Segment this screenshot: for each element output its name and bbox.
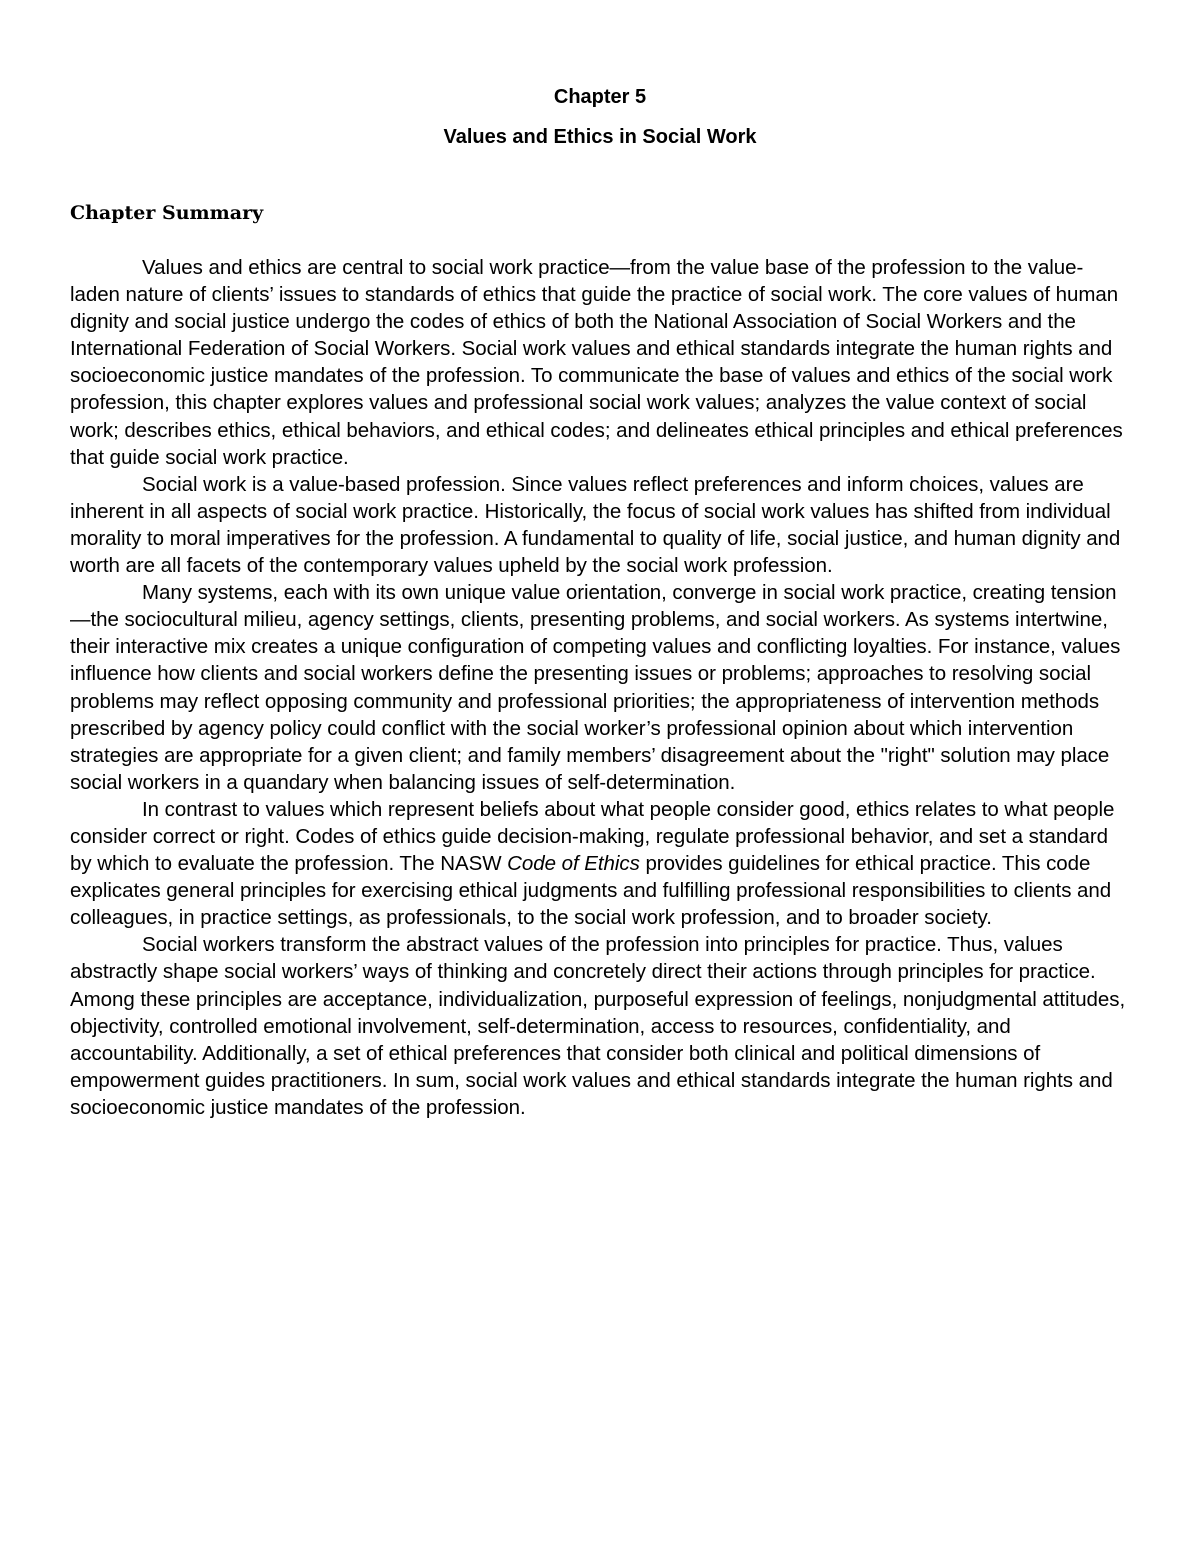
- chapter-number: Chapter 5: [553, 86, 647, 108]
- paragraph-ethics-codes-text-start: In contrast to values which represent beliefs about what people consider good, ethics relates to what people consider correct or right. Codes of ethics guide decision-making, regulate professional behavior, and set a standard by which to evaluate the profession. The NASW: [70, 797, 1115, 876]
- paragraph-ethics-codes: [70, 796, 1132, 931]
- section-heading: Chapter Summary: [70, 202, 264, 224]
- paragraph-ethics-codes-text-end: provides guidelines for ethical practice. This code explicates general principles for exercising ethical judgments and fulfilling professional responsibilities to clients and colleagues, in practice settings, as professionals, to the social work profession, and to broader society.: [70, 852, 1112, 930]
- chapter-title: Values and Ethics in Social Work: [443, 126, 757, 148]
- paragraph-value-based-profession: Social work is a value-based profession. Since values reflect preferences and inform choices, values are inherent in all aspects of social work practice. Historically, the focus of social work values has shifted from individual morality to moral imperatives for the profession. A fundamental to quality of life, social justice, and human dignity and worth are all facets of the contemporary values upheld by the social work profession.: [70, 472, 1121, 578]
- paragraph-values-and-ethics: Values and ethics are central to social work practice—from the value base of the profession to the value-laden nature of clients’ issues to standards of ethics that guide the practice of social work. The core values of human dignity and social justice undergo the codes of ethics of both the National Association of Social Workers and the International Federation of Social Workers. Social work values and ethical standards integrate the human rights and socioeconomic justice mandates of the profession. To communicate the base of values and ethics of the social work profession, this chapter explores values and professional social work values; analyzes the value context of social work; describes ethics, ethical behaviors, and ethical codes; and delineates ethical principles and ethical preferences that guide social work practice.: [70, 256, 1123, 469]
- paragraph-principles-for-practice: Social workers transform the abstract values of the profession into principles for practice. Thus, values abstractly shape social workers’ ways of thinking and concretely direct their actions through principles for practice. Among these principles are acceptance, individualization, purposeful expression of feelings, nonjudgmental attitudes, objectivity, controlled emotional involvement, self-determination, access to resources, confidentiality, and accountability. Additionally, a set of ethical preferences that consider both clinical and political dimensions of empowerment guides practitioners. In sum, social work values and ethical standards integrate the human rights and socioeconomic justice mandates of the profession.: [70, 933, 1126, 1119]
- code-of-ethics-italic: Code of Ethics: [507, 852, 640, 876]
- paragraph-systems-tension: Many systems, each with its own unique value orientation, converge in social work practice, creating tension—the sociocultural milieu, agency settings, clients, presenting problems, and social workers. As systems intertwine, their interactive mix creates a unique configuration of competing values and conflicting loyalties. For instance, values influence how clients and social workers define the presenting issues or problems; approaches to resolving social problems may reflect opposing community and professional priorities; the appropriateness of intervention methods prescribed by agency policy could conflict with the social worker’s professional opinion about which intervention strategies are appropriate for a given client; and family members’ disagreement about the "right" solution may place social workers in a quandary when balancing issues of self-determination.: [70, 581, 1121, 794]
- summary-body: [70, 254, 1132, 1121]
